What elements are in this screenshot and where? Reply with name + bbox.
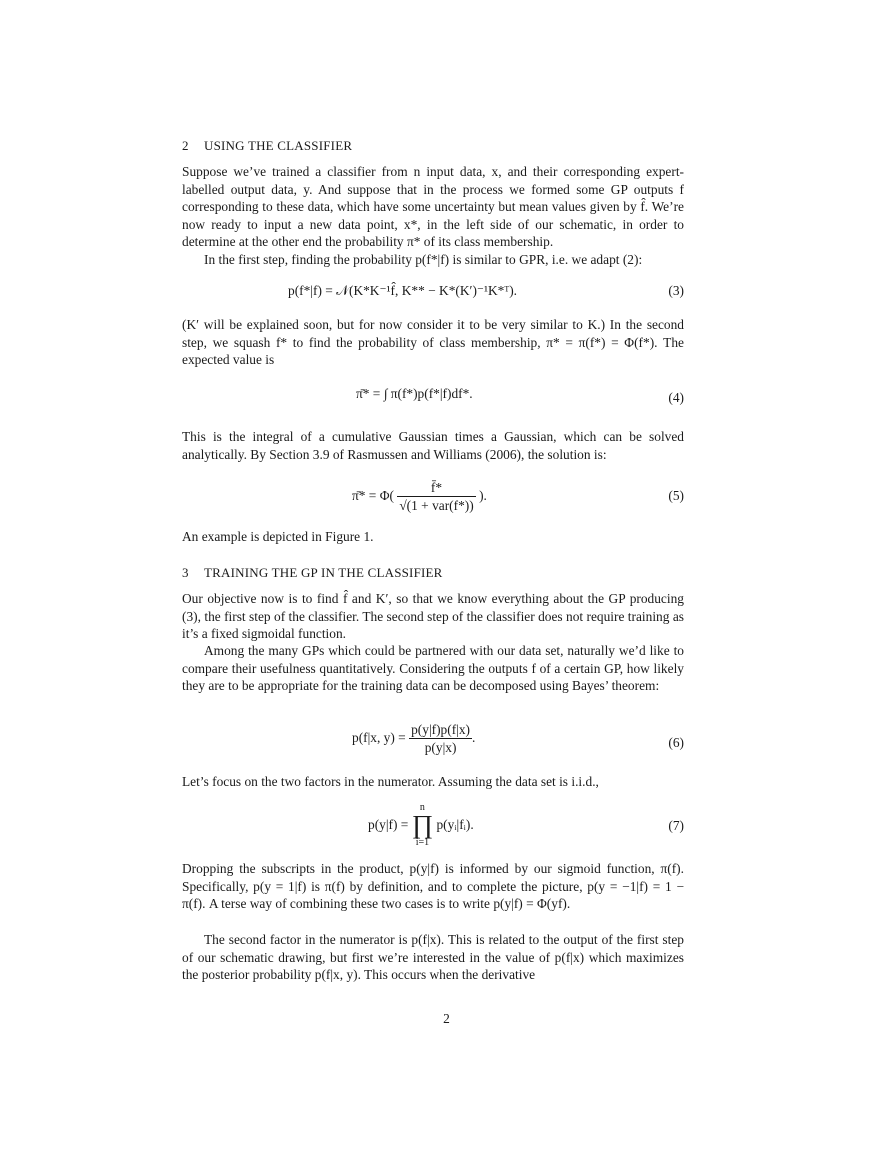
paragraph-text: Among the many GPs which could be partnered with our data set, naturally we’d like to compare their usefulness quantitatively. Considering the outputs f of a certain GP, how likely they are to be appropriate for the training data can be decomposed using Bayes’ theorem: (182, 643, 684, 694)
equation-number: (4) (668, 390, 684, 405)
equation-lhs: π̄* = Φ( (352, 488, 394, 504)
equation-number: (6) (668, 735, 684, 750)
section-number: 2 (182, 138, 189, 153)
equation-rhs: p(yᵢ|fᵢ). (436, 817, 474, 832)
section-number: 3 (182, 565, 189, 580)
paragraph (182, 642, 684, 695)
equation-rhs: . (472, 730, 476, 746)
equation-body: p(f*|f) = 𝒩(K*K⁻¹f̂, K** − K*(K′)⁻¹K*ᵀ). (288, 283, 518, 298)
product-operator (412, 802, 433, 848)
paragraph-text: The second factor in the numerator is p(f|x). This is related to the output of the first step of our schematic drawing, but first we’re interested in the value of p(f|x) which maximizes the posterior probability p(f|x, y). This occurs when the derivative (182, 932, 684, 983)
equation-5 (182, 474, 684, 520)
paragraph: Dropping the subscripts in the product, p(y|f) is informed by our sigmoid function, π(f). Specifically, p(y = 1|f) is π(f) by definition, and to complete the picture, p(y = −1|f) = 1 − π(f). A terse way of combining these two cases is to write p(y|f) = Φ(yf). (182, 861, 684, 912)
page-number: 2 (443, 1011, 450, 1026)
fraction (397, 480, 475, 514)
numerator: f̄* (430, 480, 443, 495)
equation-lhs: p(f|x, y) = (352, 730, 406, 746)
equation-number: (3) (668, 283, 684, 298)
equation-body: π̄* = ∫ π(f*)p(f*|f)df*. (356, 386, 473, 401)
paragraph (182, 931, 684, 984)
equation-number: (5) (668, 488, 684, 503)
product-lower-limit: i=1 (415, 837, 430, 848)
equation-4 (182, 386, 684, 426)
paragraph: Let’s focus on the two factors in the numerator. Assuming the data set is i.i.d., (182, 774, 599, 789)
section-2-heading (182, 138, 352, 154)
denominator: √(1 + var(f*)) (399, 498, 474, 513)
paragraph-text: In the first step, finding the probability p(f*|f) is similar to GPR, i.e. we adapt (2): (204, 252, 643, 267)
paragraph: Suppose we’ve trained a classifier from n input data, x, and their corresponding expert-labelled output data, y. And suppose that in the process we formed some GP outputs f corresponding to these data, which have some uncertainty but mean values given by f̂. We’re now ready to input a new data point, x*, in the left side of our schematic, in order to determine at the other end the probability π* of its class membership. (182, 164, 684, 250)
paragraph: An example is depicted in Figure 1. (182, 529, 374, 544)
equation-7 (182, 800, 684, 852)
paragraph: Our objective now is to find f̂ and K′, so that we know everything about the GP producing (3), the first step of the classifier. The second step of the classifier does not require training as it’s a fixed sigmoidal function. (182, 591, 684, 642)
product-upper-limit: n (419, 802, 425, 813)
section-title: TRAINING THE GP IN THE CLASSIFIER (204, 565, 443, 580)
equation-number: (7) (668, 818, 684, 833)
paragraph (182, 251, 684, 269)
section-3-heading (182, 565, 443, 581)
equation-rhs: ). (479, 488, 487, 504)
paragraph: (K′ will be explained soon, but for now consider it to be very similar to K.) In the second step, we squash f* to find the probability of class membership, π* = π(f*) = Φ(f*). The expected value is (182, 317, 684, 368)
numerator: p(y|f)p(f|x) (411, 722, 471, 737)
fraction (409, 722, 472, 756)
denominator: p(y|x) (409, 738, 472, 756)
equation-6 (182, 722, 684, 764)
product-symbol: ∏ (411, 810, 434, 839)
paragraph: This is the integral of a cumulative Gaussian times a Gaussian, which can be solved analytically. By Section 3.9 of Rasmussen and Williams (2006), the solution is: (182, 429, 684, 462)
section-title: USING THE CLASSIFIER (204, 138, 353, 153)
equation-lhs: p(y|f) = (368, 817, 409, 832)
